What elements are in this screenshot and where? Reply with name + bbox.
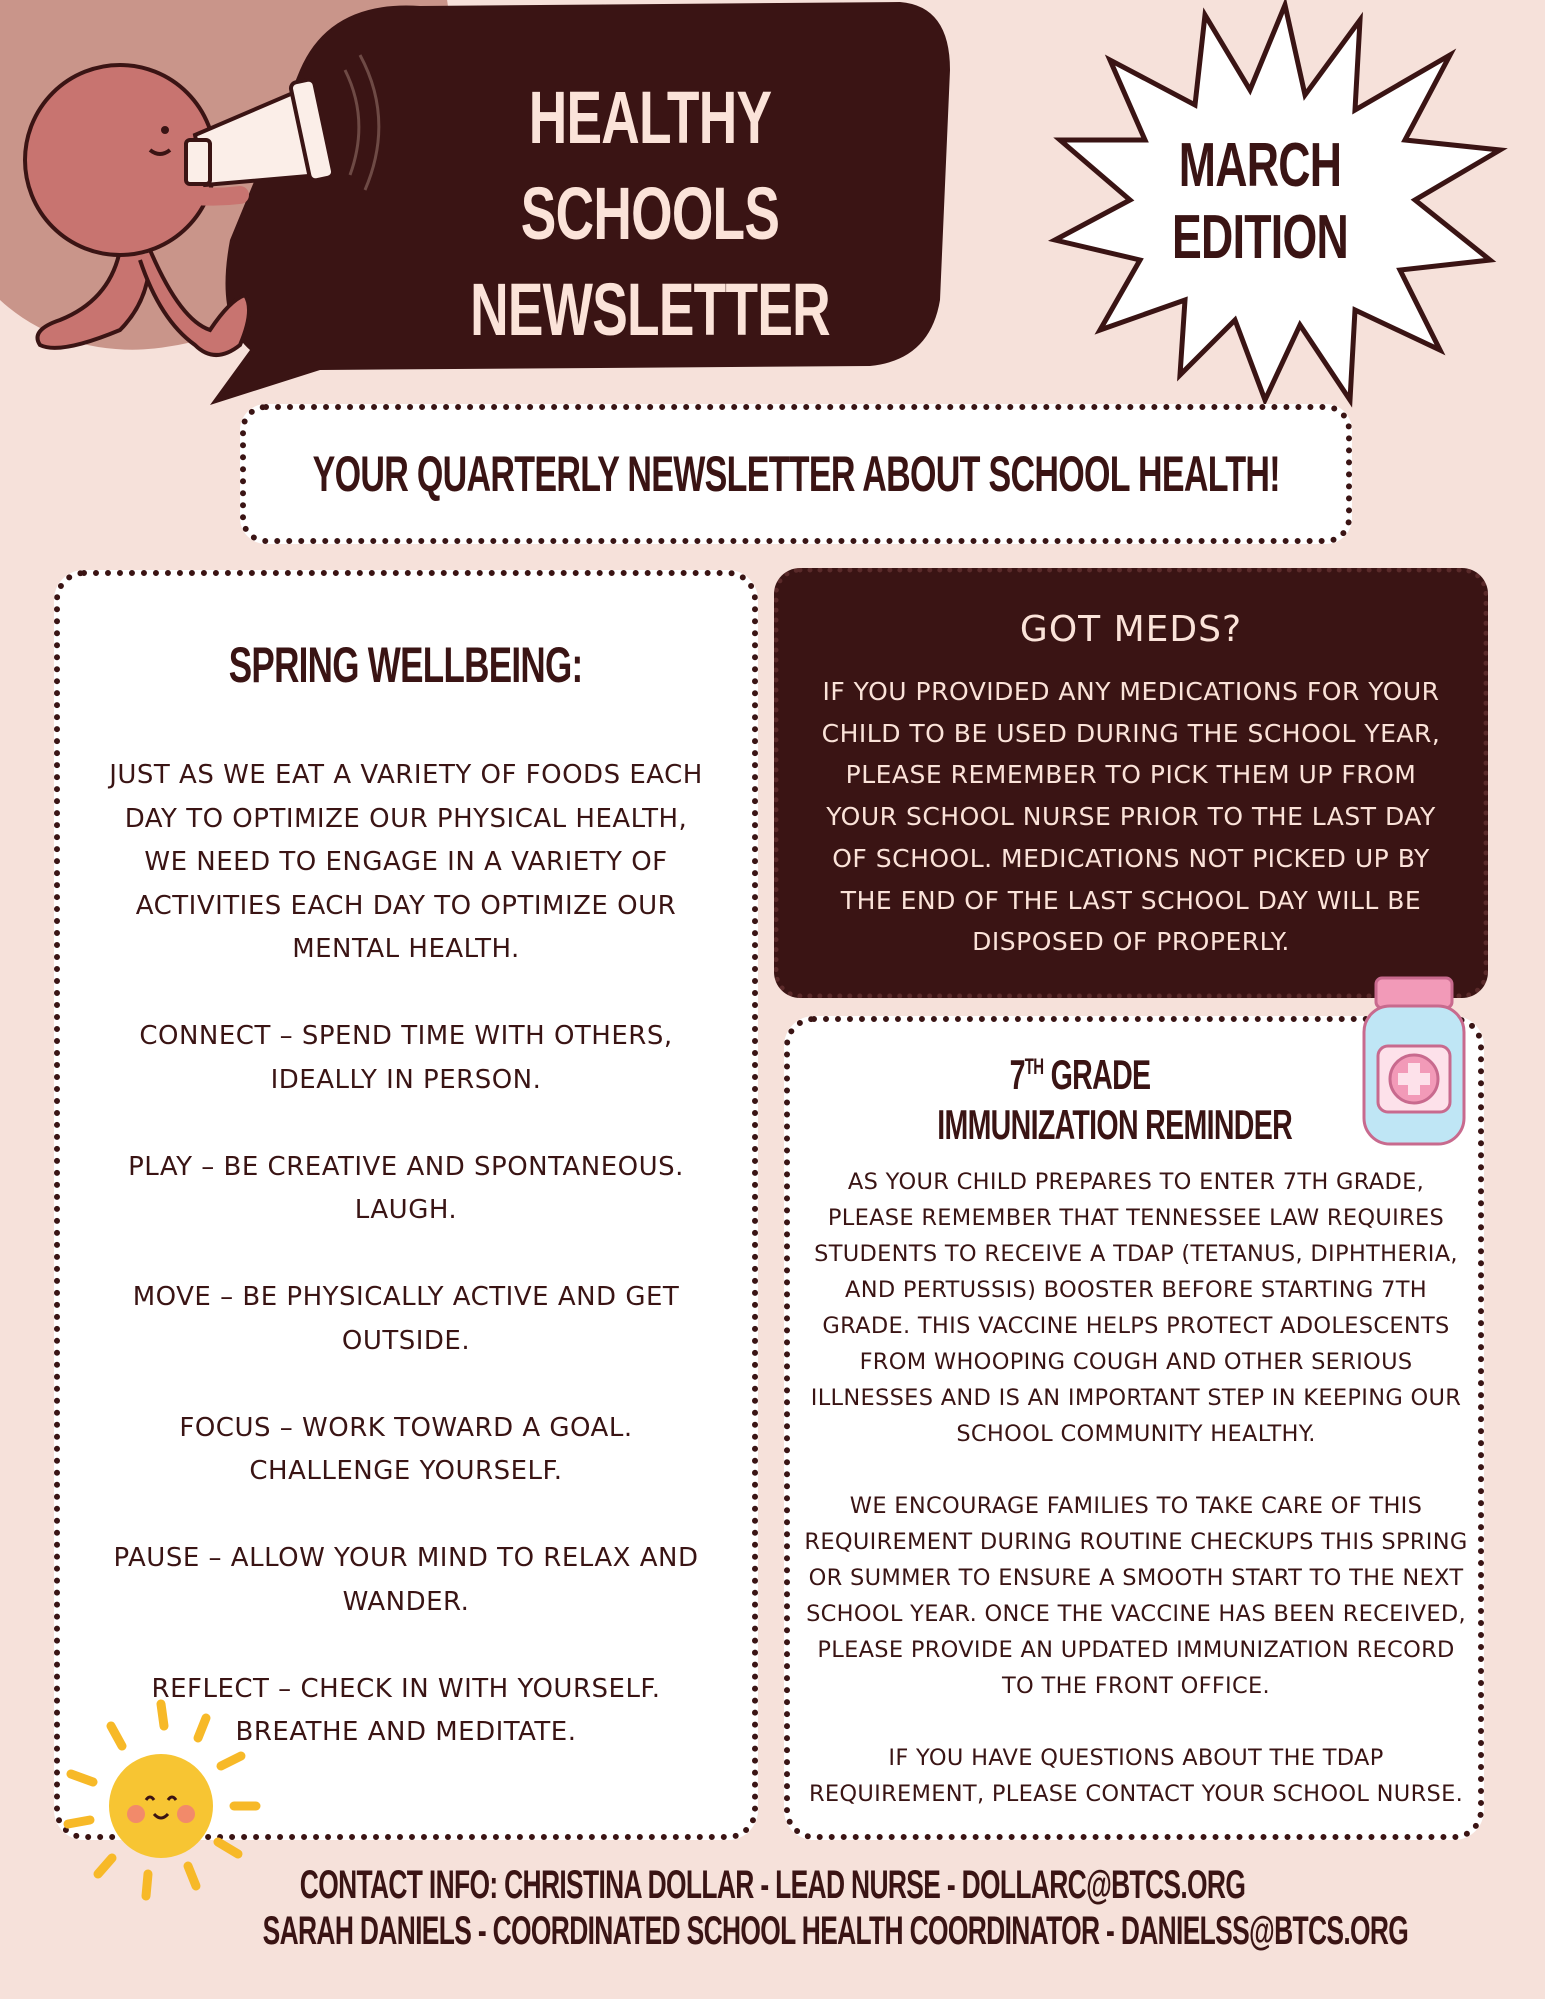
spring-wellbeing-heading-text: SPRING WELLBEING: <box>229 637 583 693</box>
got-meds-heading: GOT MEDS? <box>1019 609 1243 650</box>
spring-wellbeing-heading <box>60 636 752 694</box>
spring-wellbeing-body <box>100 754 712 1798</box>
newsletter-title <box>380 70 920 358</box>
edition-badge-text <box>1130 130 1390 274</box>
immunization-heading <box>870 1042 1293 1150</box>
immunization-heading-line2: IMMUNIZATION REMINDER <box>937 1101 1293 1148</box>
spring-tip-move: MOVE – BE PHYSICALLY ACTIVE AND GET OUTSIDE. <box>132 1282 680 1356</box>
got-meds-panel <box>774 568 1488 998</box>
spring-intro-paragraph: JUST AS WE EAT A VARIETY OF FOODS EACH DAY TO OPTIMIZE OUR PHYSICAL HEALTH, WE NEED TO ENGAGE IN A VARIETY OF ACTIVITIES EACH DAY TO OPTIMIZE OUR MENTAL HEALTH. <box>109 760 703 964</box>
immunization-paragraph-encourage: WE ENCOURAGE FAMILIES TO TAKE CARE OF THIS REQUIREMENT DURING ROUTINE CHECKUPS THIS SPRING OR SUMMER TO ENSURE A SMOOTH START TO THE NEXT SCHOOL YEAR. ONCE THE VACCINE HAS BEEN RECEIVED, PLEASE PROVIDE AN UPDATED IMMUNIZATION RECORD TO THE FRONT OFFICE. <box>804 1493 1468 1699</box>
tagline-box <box>240 404 1352 544</box>
edition-label: EDITION <box>1171 203 1348 272</box>
contact-info <box>0 1862 1545 1954</box>
spring-tip-focus: FOCUS – WORK TOWARD A GOAL. CHALLENGE YOURSELF. <box>179 1412 633 1486</box>
contact-line-coordinator: SARAH DANIELS - COORDINATED SCHOOL HEALTH COORDINATOR - DANIELSS@BTCS.ORG <box>262 1909 1409 1953</box>
newsletter-title-line2: NEWSLETTER <box>470 268 830 351</box>
tagline: YOUR QUARTERLY NEWSLETTER ABOUT SCHOOL HEALTH! <box>312 446 1280 502</box>
immunization-grade-word: GRADE <box>1050 1051 1151 1098</box>
immunization-body <box>804 1164 1468 1848</box>
immunization-paragraph-questions: IF YOU HAVE QUESTIONS ABOUT THE TDAP REQUIREMENT, PLEASE CONTACT YOUR SCHOOL NURSE. <box>808 1745 1464 1807</box>
spring-wellbeing-panel <box>54 570 758 1840</box>
edition-month: MARCH <box>1178 131 1342 200</box>
newsletter-title-line1: HEALTHY SCHOOLS <box>520 76 780 255</box>
immunization-grade-number: 7 <box>1009 1051 1025 1098</box>
contact-line-lead-nurse: CONTACT INFO: CHRISTINA DOLLAR - LEAD NURSE - DOLLARC@BTCS.ORG <box>299 1863 1246 1907</box>
spring-tip-play: PLAY – BE CREATIVE AND SPONTANEOUS. LAUGH. <box>128 1151 684 1225</box>
got-meds-body: IF YOU PROVIDED ANY MEDICATIONS FOR YOUR CHILD TO BE USED DURING THE SCHOOL YEAR, PLEASE REMEMBER TO PICK THEM UP FROM YOUR SCHOOL NURSE PRIOR TO THE LAST DAY OF SCHOOL. MEDICATIONS NOT PICKED UP BY THE END OF THE LAST SCHOOL DAY WILL BE DISPOSED OF PROPERLY. <box>821 677 1441 957</box>
spring-tip-pause: PAUSE – ALLOW YOUR MIND TO RELAX AND WANDER. <box>113 1543 699 1617</box>
spring-tip-connect: CONNECT – SPEND TIME WITH OTHERS, IDEALLY IN PERSON. <box>139 1021 673 1095</box>
immunization-paragraph-requirement: AS YOUR CHILD PREPARES TO ENTER 7TH GRADE, PLEASE REMEMBER THAT TENNESSEE LAW REQUIRES STUDENTS TO RECEIVE A TDAP (TETANUS, DIPHTHERIA, AND PERTUSSIS) BOOSTER BEFORE STARTING 7TH GRADE. THIS VACCINE HELPS PROTECT ADOLESCENTS FROM WHOOPING COUGH AND OTHER SERIOUS ILLNESSES AND IS AN IMPORTANT STEP IN KEEPING OUR SCHOOL COMMUNITY HEALTHY. <box>810 1169 1462 1447</box>
immunization-grade-suffix: TH <box>1024 1054 1044 1079</box>
spring-tip-reflect: REFLECT – CHECK IN WITH YOURSELF. BREATHE AND MEDITATE. <box>151 1673 661 1747</box>
medicine-bottle-icon <box>1356 976 1472 1146</box>
